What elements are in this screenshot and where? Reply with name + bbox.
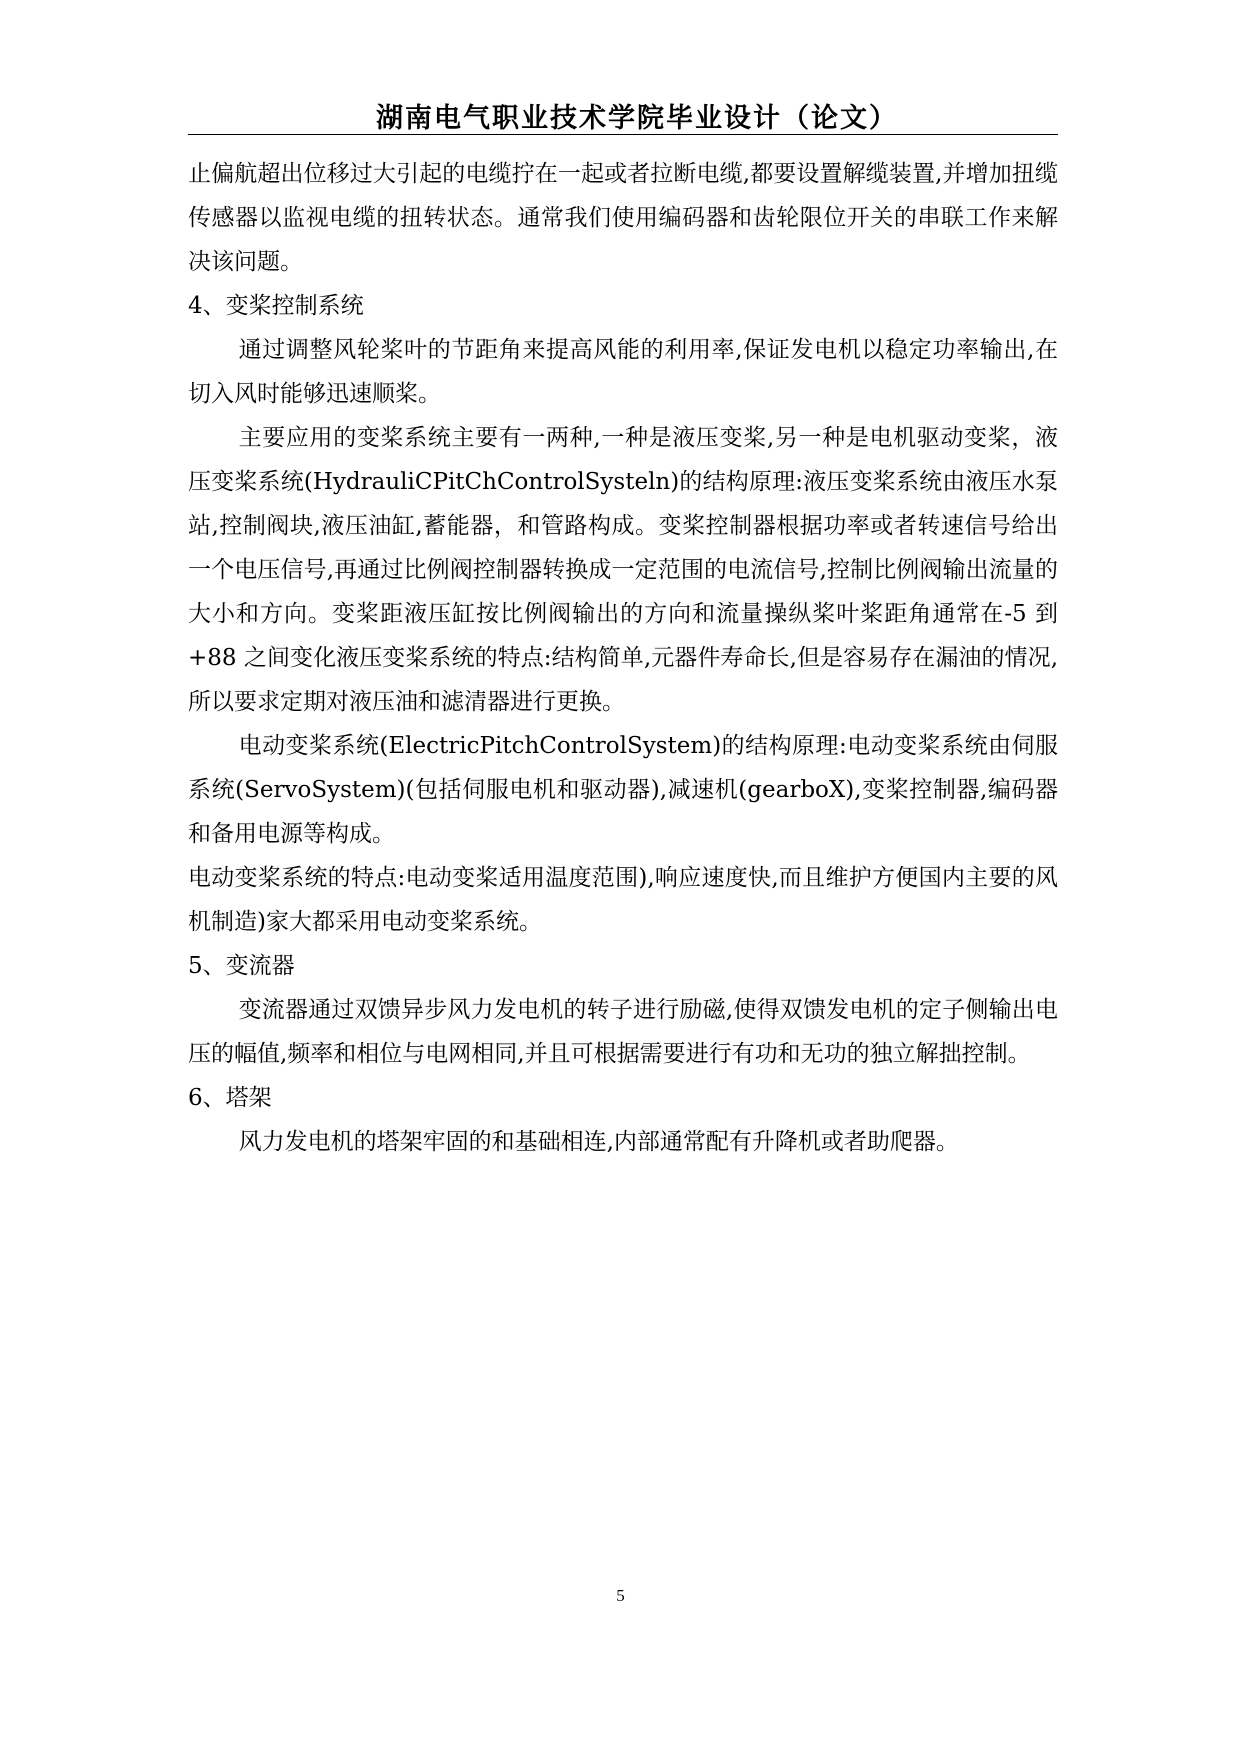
paragraph-converter: 变流器通过双馈异步风力发电机的转子进行励磁,使得双馈发电机的定子侧输出电压的幅值,频率和相位与电网相同,并且可根据需要进行有功和无功的独立解拙控制。	[188, 997, 1058, 1067]
paragraph-tower: 风力发电机的塔架牢固的和基础相连,内部通常配有升降机或者助爬器。	[238, 1129, 959, 1155]
paragraph-pitch-purpose: 通过调整风轮桨叶的节距角来提高风能的利用率,保证发电机以稳定功率输出,在切入风时能够迅速顺桨。	[188, 337, 1058, 407]
page-header-title: 湖南电气职业技术学院毕业设计（论文）	[376, 103, 898, 134]
paragraph-hydraulic-pitch: 主要应用的变桨系统主要有一两种,一种是液压变桨,另一种是电机驱动变桨，液压变桨系统(HydrauliCPitChControlSysteln)的结构原理:液压变桨系统由液压水泵站,控制阀块,液压油缸,蓄能器，和管路构成。变桨控制器根据功率或者转速信号给出一个电压信号,再通过比例阀控制器转换成一定范围的电流信号,控制比例阀输出流量的大小和方向。变桨距液压缸按比例阀输出的方向和流量操纵桨叶桨距角通常在-5 到+88 之间变化液压变桨系统的特点:结构简单,元器件寿命长,但是容易存在漏油的情况,所以要求定期对液压油和滤清器进行更换。	[188, 425, 1058, 715]
paragraph-electric-pitch: 电动变桨系统(ElectricPitchControlSystem)的结构原理:电动变桨系统由伺服系统(ServoSystem)(包括伺服电机和驱动器),减速机(gearboX),变桨控制器,编码器和备用电源等构成。	[188, 733, 1058, 847]
section-heading-pitch-control: 4、变桨控制系统	[188, 293, 364, 319]
page-number: 5	[616, 1586, 625, 1605]
section-heading-tower: 6、塔架	[188, 1085, 272, 1111]
page-header	[188, 92, 1058, 135]
paragraph-electric-pitch-features: 电动变桨系统的特点:电动变桨适用温度范围),响应速度快,而且维护方便国内主要的风机制造)家大都采用电动变桨系统。	[188, 865, 1058, 935]
body-text	[188, 152, 1058, 1164]
paragraph-continuation: 止偏航超出位移过大引起的电缆拧在一起或者拉断电缆,都要设置解缆装置,并增加扭缆传感器以监视电缆的扭转状态。通常我们使用编码器和齿轮限位开关的串联工作来解决该问题。	[188, 161, 1058, 275]
section-heading-converter: 5、变流器	[188, 953, 295, 979]
